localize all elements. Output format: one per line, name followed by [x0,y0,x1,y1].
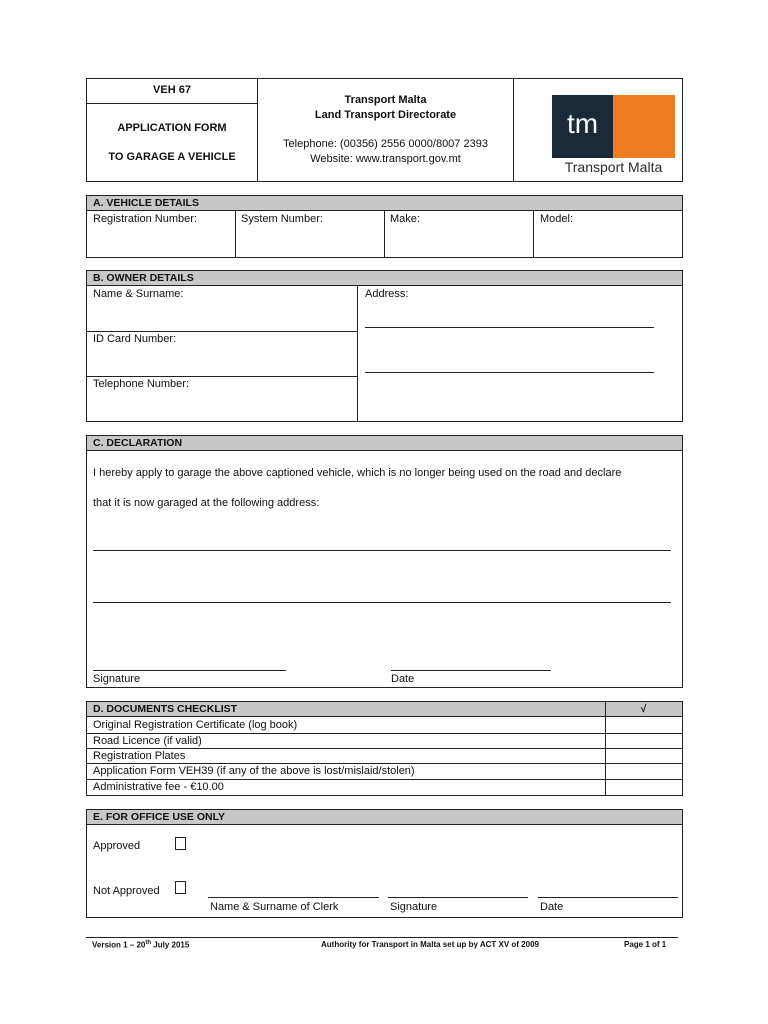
approved-checkbox[interactable] [175,837,186,850]
system-number-field[interactable]: System Number: [241,213,323,225]
checklist-row-line-4 [86,779,683,780]
checklist-tick-header: √ [605,702,682,717]
directorate: Land Transport Directorate [314,109,457,121]
checklist-tick-cell-4[interactable] [606,764,682,779]
address-field[interactable]: Address: [365,288,409,300]
section-d-title: D. DOCUMENTS CHECKLIST [87,702,605,717]
approved-label: Approved [93,840,141,852]
model-field[interactable]: Model: [540,213,574,225]
section-c-title: C. DECLARATION [87,436,682,451]
declaration-line-1: I hereby apply to garage the above captioned vehicle, which is no longer being used on the road and declare [93,467,622,479]
garage-address-line-2[interactable] [93,602,671,603]
footer-page: Page 1 of 1 [624,940,667,949]
logo [552,95,675,179]
garage-address-line-1[interactable] [93,550,671,551]
address-line-1[interactable] [365,327,654,328]
footer-rule [86,937,678,938]
office-signature-label: Signature [390,901,438,913]
form-code: VEH 67 [153,84,191,96]
org-name: Transport Malta [344,94,427,106]
clerk-name-line[interactable] [208,897,379,898]
declaration-signature-label: Signature [93,673,141,685]
declaration-signature-line[interactable] [93,670,286,671]
logo-text: Transport Malta [564,159,663,175]
checklist-tick-cell-2[interactable] [606,734,682,748]
section-a-divider-1 [235,210,236,258]
checklist-tick-cell-3[interactable] [606,749,682,763]
form-purpose: TO GARAGE A VEHICLE [108,151,236,163]
clerk-name-label: Name & Surname of Clerk [210,901,339,913]
section-e [86,809,683,918]
section-b-row-line-1 [86,331,358,332]
id-card-field[interactable]: ID Card Number: [93,333,177,345]
declaration-date-line[interactable] [391,670,551,671]
checklist-item-veh39: Application Form VEH39 (if any of the above is lost/mislaid/stolen) [93,765,415,777]
office-date-line[interactable] [538,897,678,898]
section-b-divider [357,285,358,422]
section-a-divider-3 [533,210,534,258]
make-field[interactable]: Make: [390,213,420,225]
section-e-title: E. FOR OFFICE USE ONLY [87,810,682,825]
checklist-item-road-licence: Road Licence (if valid) [93,735,202,747]
footer-version [92,940,189,950]
section-b-title: B. OWNER DETAILS [87,271,682,286]
telephone-field[interactable]: Telephone Number: [93,378,190,390]
website: Website: www.transport.gov.mt [310,153,461,165]
registration-number-field[interactable]: Registration Number: [93,213,197,225]
office-signature-line[interactable] [388,897,528,898]
declaration-date-label: Date [391,673,415,685]
office-date-label: Date [540,901,564,913]
declaration-line-2: that it is now garaged at the following address: [93,497,320,509]
checklist-row-line-1 [86,733,683,734]
header-divider-right [513,78,514,182]
checklist-item-log-book: Original Registration Certificate (log book) [93,719,298,731]
section-a-title: A. VEHICLE DETAILS [87,196,682,211]
footer-authority: Authority for Transport in Malta set up by ACT XV of 2009 [321,940,539,949]
logo-mark: tm [566,108,599,139]
header-code-divider [86,103,258,104]
checklist-item-plates: Registration Plates [93,750,186,762]
checklist-tick-cell-5[interactable] [606,780,682,795]
address-line-2[interactable] [365,372,654,373]
not-approved-checkbox[interactable] [175,881,186,894]
telephone: Telephone: (00356) 2556 0000/8007 2393 [283,138,488,150]
checklist-row-line-3 [86,763,683,764]
form-type: APPLICATION FORM [117,122,227,134]
footer-version-prefix: Version 1 – 20 [92,940,146,950]
footer-version-suffix: July 2015 [151,940,190,950]
not-approved-label: Not Approved [93,885,160,897]
section-b-row-line-2 [86,376,358,377]
name-surname-field[interactable]: Name & Surname: [93,288,184,300]
footer-version-sup: th [145,940,152,946]
logo-orange-block [613,95,675,158]
checklist-tick-cell-1[interactable] [606,718,682,733]
section-a-divider-2 [384,210,385,258]
checklist-item-fee: Administrative fee - €10.00 [93,781,224,793]
checklist-row-line-2 [86,748,683,749]
